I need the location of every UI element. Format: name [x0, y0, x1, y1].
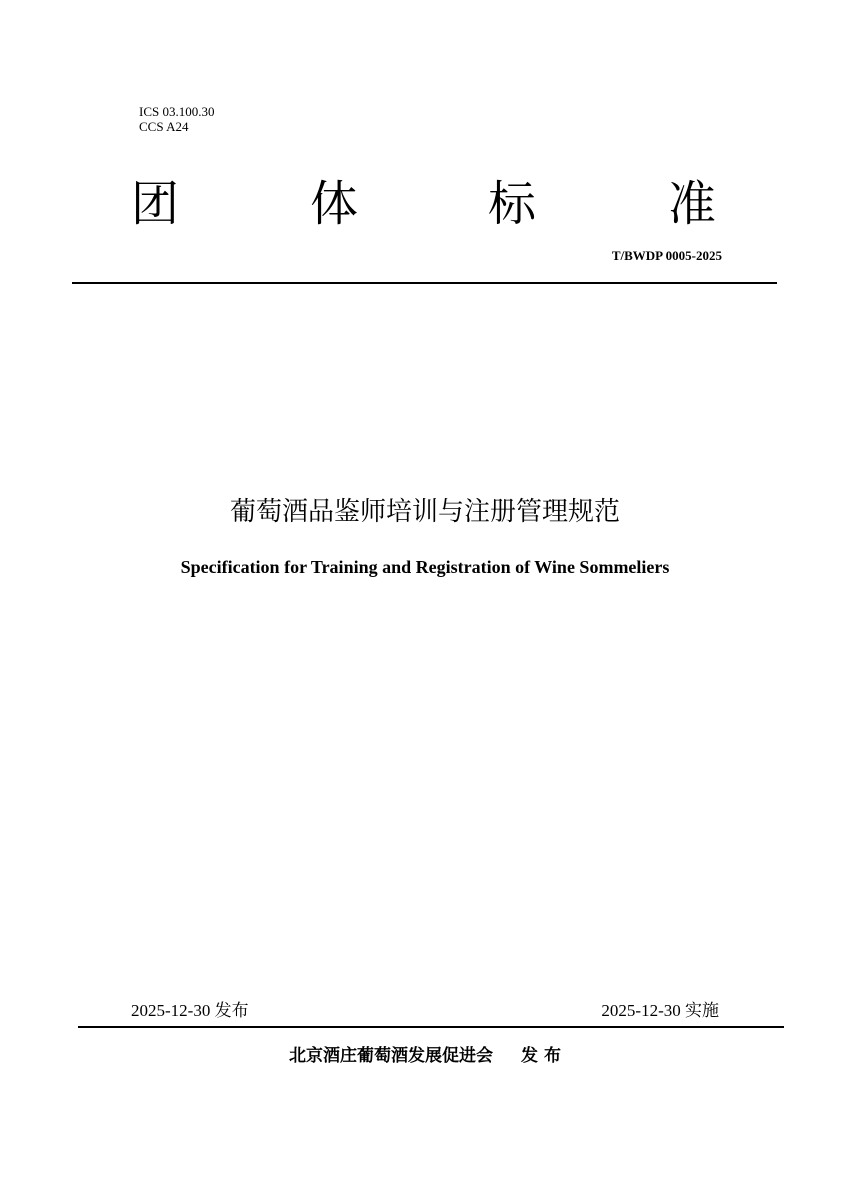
publisher-action: 发 布 [521, 1046, 561, 1066]
standard-number: T/BWDP 0005-2025 [611, 248, 722, 263]
document-title-chinese: 葡萄酒品鉴师培训与注册管理规范 [229, 497, 620, 527]
standard-type-char-1: 团 [131, 176, 180, 232]
ccs-code: CCS A24 [139, 119, 189, 134]
header-divider [72, 282, 777, 284]
ics-code: ICS 03.100.30 [139, 104, 215, 119]
standard-type-char-4: 准 [668, 176, 717, 232]
document-title-english: Specification for Training and Registration of Wine Sommeliers [180, 557, 670, 577]
implement-date: 2025-12-30 实施 [601, 1001, 719, 1020]
footer-divider [78, 1026, 784, 1028]
publish-date: 2025-12-30 发布 [131, 1001, 249, 1020]
standard-type-char-2: 体 [310, 176, 359, 232]
standard-type-char-3: 标 [488, 176, 537, 232]
publisher-name: 北京酒庄葡萄酒发展促进会 [289, 1046, 494, 1066]
publisher-line [0, 1044, 850, 1068]
